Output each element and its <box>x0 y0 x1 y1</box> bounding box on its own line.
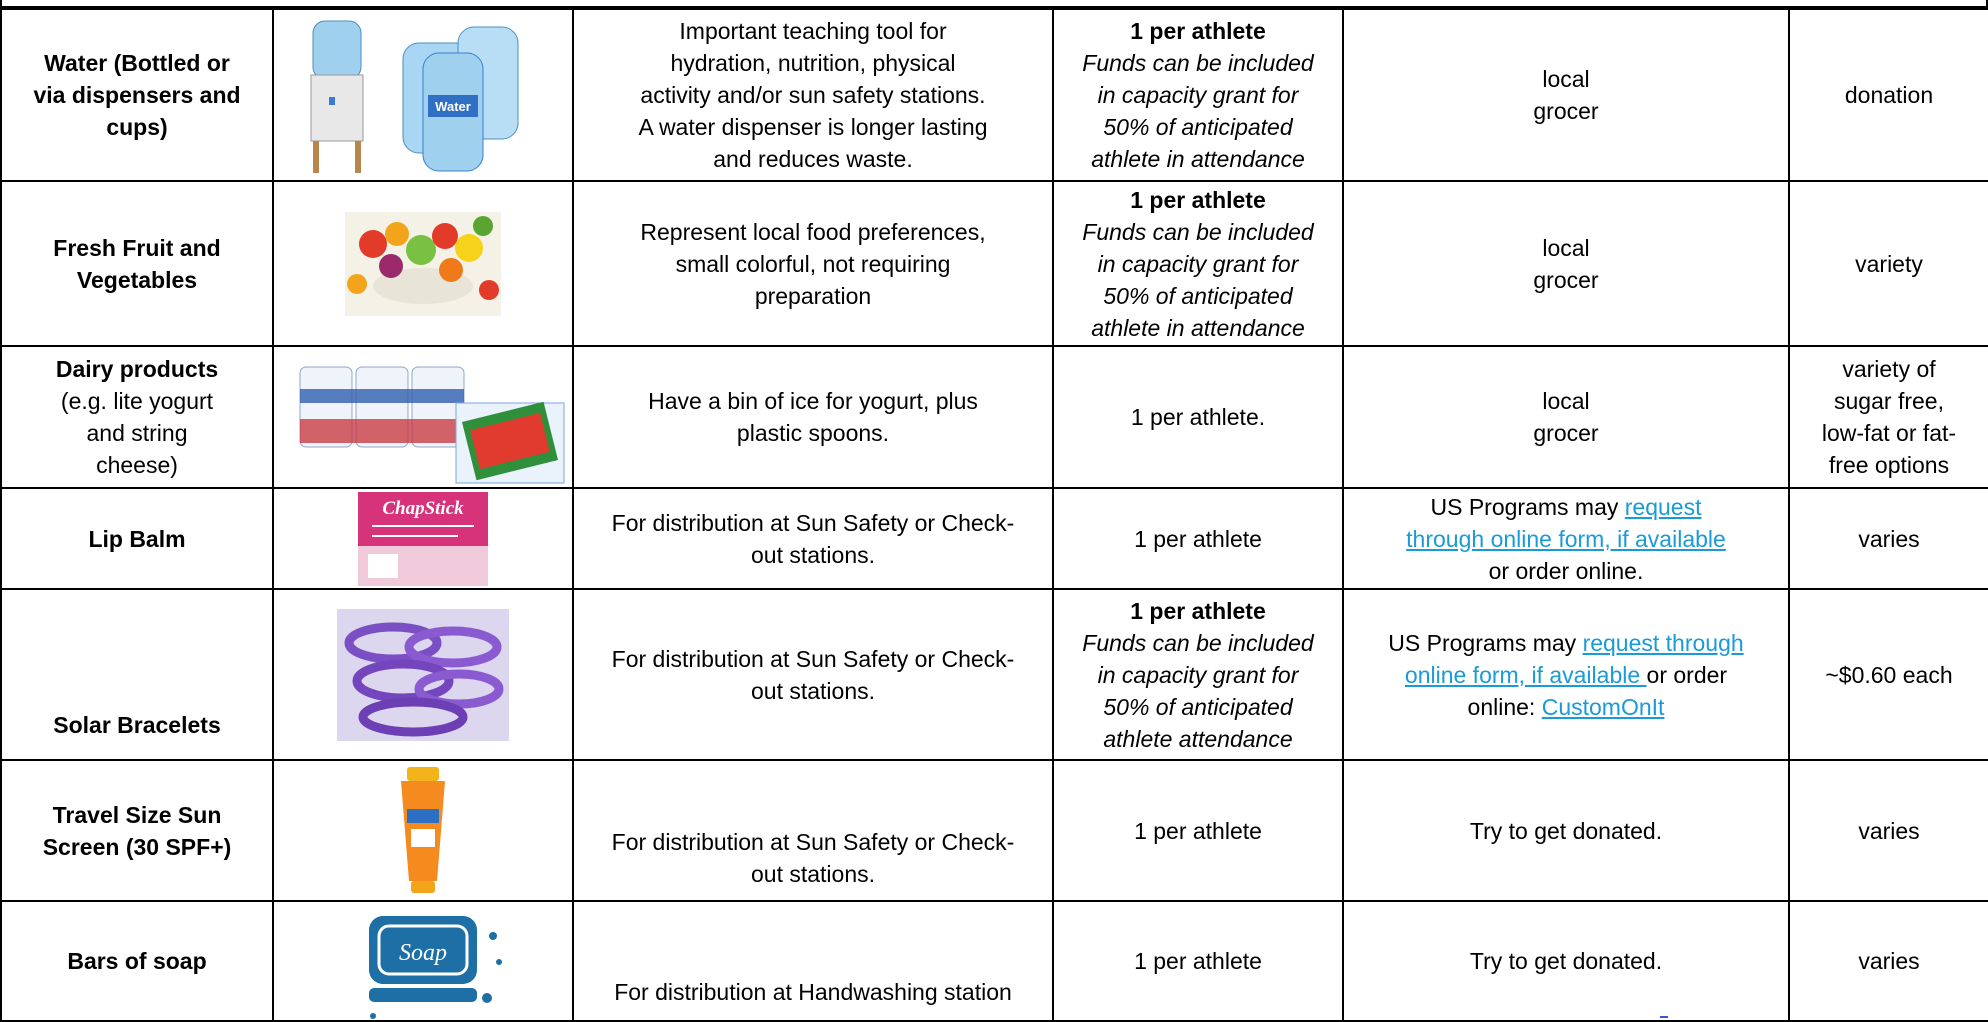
cost-cell: donation <box>1789 9 1988 181</box>
online-form-link[interactable]: online form, if available <box>1404 661 1647 688</box>
lip-balm-brand-text: ChapStick <box>382 497 464 519</box>
source-cell: local grocer <box>1343 9 1789 181</box>
request-link[interactable]: request <box>1624 493 1702 520</box>
table-row <box>1 589 1988 760</box>
table-row <box>1 9 1988 181</box>
item-cell: Solar Bracelets <box>1 589 273 760</box>
description-cell: For distribution at Sun Safety or Check- out stations. <box>573 488 1053 589</box>
description-cell: For distribution at Sun Safety or Check- out stations. <box>573 760 1053 901</box>
quantity-cell: 1 per athlete. <box>1053 346 1343 488</box>
item-cell: Lip Balm <box>1 488 273 589</box>
description-cell: For distribution at Sun Safety or Check- out stations. <box>573 589 1053 760</box>
table-row <box>1 346 1988 488</box>
cost-cell: varies <box>1789 488 1988 589</box>
item-cell: Fresh Fruit and Vegetables <box>1 181 273 346</box>
bracelets-icon <box>273 589 573 760</box>
source-cell: Try to get donated. <box>1343 901 1789 1021</box>
table-row <box>1 760 1988 901</box>
cost-cell: variety <box>1789 181 1988 346</box>
soap-label-text: Soap <box>399 940 447 966</box>
item-cell: Bars of soap <box>1 901 273 1021</box>
lip-balm-icon <box>273 488 573 589</box>
source-cell: US Programs may request through online form, if available or order online: CustomOnIt <box>1343 589 1789 760</box>
quantity-cell: 1 per athlete <box>1053 901 1343 1021</box>
request-link[interactable]: request through <box>1582 629 1744 656</box>
stray-link-mark <box>1660 1016 1668 1018</box>
table-row <box>1 901 1988 1021</box>
fruit-vegetables-icon <box>273 181 573 346</box>
description-cell: Important teaching tool for hydration, nutrition, physical activity and/or sun safety stations. A water dispenser is longer lasting and reduces waste. <box>573 9 1053 181</box>
item-cell: Water (Bottled or via dispensers and cups) <box>1 9 273 181</box>
description-cell: For distribution at Handwashing station <box>573 901 1053 1021</box>
quantity-cell: 1 per athlete <box>1053 760 1343 901</box>
table-top-border <box>0 0 1988 8</box>
source-cell: local grocer <box>1343 181 1789 346</box>
description-cell: Have a bin of ice for yogurt, plus plastic spoons. <box>573 346 1053 488</box>
quantity-cell: 1 per athlete <box>1053 488 1343 589</box>
customonit-link[interactable]: CustomOnIt <box>1541 693 1665 720</box>
source-cell: local grocer <box>1343 346 1789 488</box>
cost-cell: varies <box>1789 901 1988 1021</box>
yogurt-cheese-icon <box>273 346 573 488</box>
svg-text:Water: Water <box>435 99 471 114</box>
source-cell: US Programs may request through online form, if available or order online. <box>1343 488 1789 589</box>
quantity-cell: 1 per athlete Funds can be included in capacity grant for 50% of anticipated athlete attendance <box>1053 589 1343 760</box>
item-cell: Travel Size Sun Screen (30 SPF+) <box>1 760 273 901</box>
water-icon <box>273 9 573 181</box>
cost-cell: ~$0.60 each <box>1789 589 1988 760</box>
table-row <box>1 181 1988 346</box>
online-form-link[interactable]: through online form, if available <box>1406 525 1726 552</box>
table-row <box>1 488 1988 589</box>
source-cell: Try to get donated. <box>1343 760 1789 901</box>
cost-cell: varies <box>1789 760 1988 901</box>
quantity-cell: 1 per athlete Funds can be included in capacity grant for 50% of anticipated athlete in attendance <box>1053 181 1343 346</box>
quantity-cell: 1 per athlete Funds can be included in capacity grant for 50% of anticipated athlete in attendance <box>1053 9 1343 181</box>
supplies-table <box>0 8 1988 1022</box>
sunscreen-icon <box>273 760 573 901</box>
item-cell: Dairy products (e.g. lite yogurt and string cheese) <box>1 346 273 488</box>
soap-icon <box>273 901 573 1021</box>
cost-cell: variety of sugar free, low-fat or fat- free options <box>1789 346 1988 488</box>
description-cell: Represent local food preferences, small colorful, not requiring preparation <box>573 181 1053 346</box>
